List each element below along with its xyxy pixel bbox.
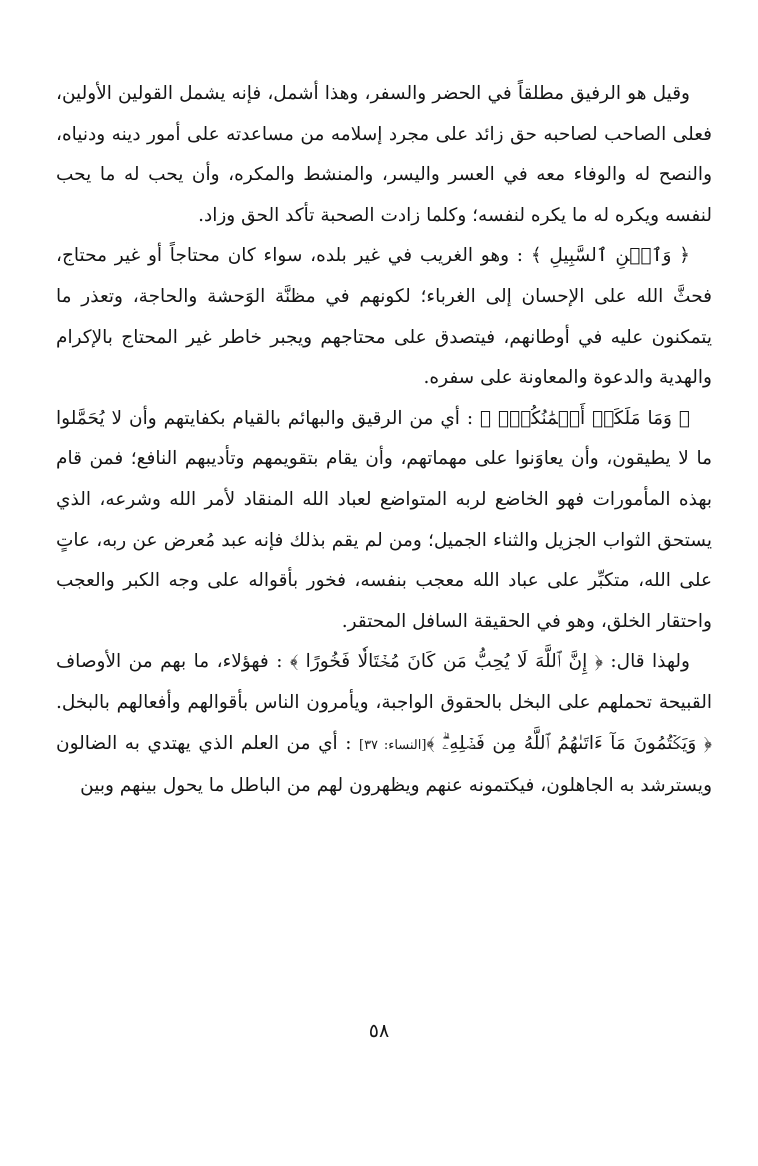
paragraph-2: [56, 236, 712, 398]
paragraph-text: : وهو الغريب في غير بلده، سواء كان محتاجاً أو غير محتاج، فحثَّ الله على الإحسان إلى الغرباء؛ لكونهم في مظنَّة الوَحشة والحاجة، وتعذر ما يتمكنون عليه في أوطانهم، فيتصدق على محتاجهم ويجبر خاطر غير المحتاج بالإكرام والهدية والدعوة والمعاونة على سفره.: [56, 245, 712, 389]
paragraph-text: وقيل هو الرفيق مطلقاً في الحضر والسفر، وهذا أشمل، فإنه يشمل القولين الأولين، فعلى الصاحب لصاحبه حق زائد على مجرد إسلامه من مساعدته على أمور دينه ودنياه، والنصح له والوفاء معه في العسر واليسر، والمنشط والمكره، وأن يحب له ما يحب لنفسه ويكره له ما يكره لنفسه؛ وكلما زادت الصحبة تأكد الحق وزاد.: [56, 83, 712, 226]
body-text: [56, 74, 712, 807]
verse-reference: [النساء: ٣٧]: [359, 737, 427, 753]
paragraph-3: [56, 399, 712, 643]
quran-verse: ﴿ وَٱبۡنِ ٱلسَّبِيلِ ﴾: [530, 245, 690, 267]
paragraph-text: : أي من العلم الذي يهتدي به الضالون ويسترشد به الجاهلون، فيكتمونه عنهم ويظهرون لهم من الباطل ما يحول بينهم وبين: [56, 732, 712, 797]
quran-verse: ﴿ وَيَكۡتُمُونَ مَآ ءَاتَىٰهُمُ ٱللَّهُ مِن فَضۡلِهِۦۗ ﴾: [426, 732, 712, 754]
paragraph-text: ولهذا قال:: [602, 651, 690, 673]
paragraph-1: [56, 74, 712, 236]
quran-verse: ﴿ وَمَا مَلَكَتۡ أَيۡمَٰنُكُمۡۗ ﴾: [480, 407, 690, 429]
paragraph-text: : فهؤلاء، ما بهم من الأوصاف القبيحة تحملهم على البخل بالحقوق الواجبة، ويأمرون الناس بأقوالهم وأفعالهم بالبخل.: [56, 651, 712, 713]
quran-verse: ﴿ إِنَّ ٱللَّهَ لَا يُحِبُّ مَن كَانَ مُخۡتَالٗا فَخُورًا ﴾: [290, 651, 603, 673]
paragraph-text: : أي من الرقيق والبهائم بالقيام بكفايتهم وأن لا يُحَمَّلوا ما لا يطيقون، وأن يعاوَنوا على مهماتهم، وأن يقام بتقويمهم وتأديبهم النافع؛ فمن قام بهذه المأمورات فهو الخاضع لربه المتواضع لعباد الله المنقاد لأمر الله وشرعه، الذي يستحق الثواب الجزيل والثناء الجميل؛ ومن لم يقم بذلك فإنه عبد مُعرض عن ربه، عاتٍ على الله، متكبِّر على عباد الله معجب بنفسه، فخور بأقواله على وجه الكبر والعجب واحتقار الخلق، وهو في الحقيقة السافل المحتقر.: [56, 407, 712, 632]
page-number: ٥٨: [368, 1020, 390, 1042]
paragraph-4: [56, 642, 712, 806]
